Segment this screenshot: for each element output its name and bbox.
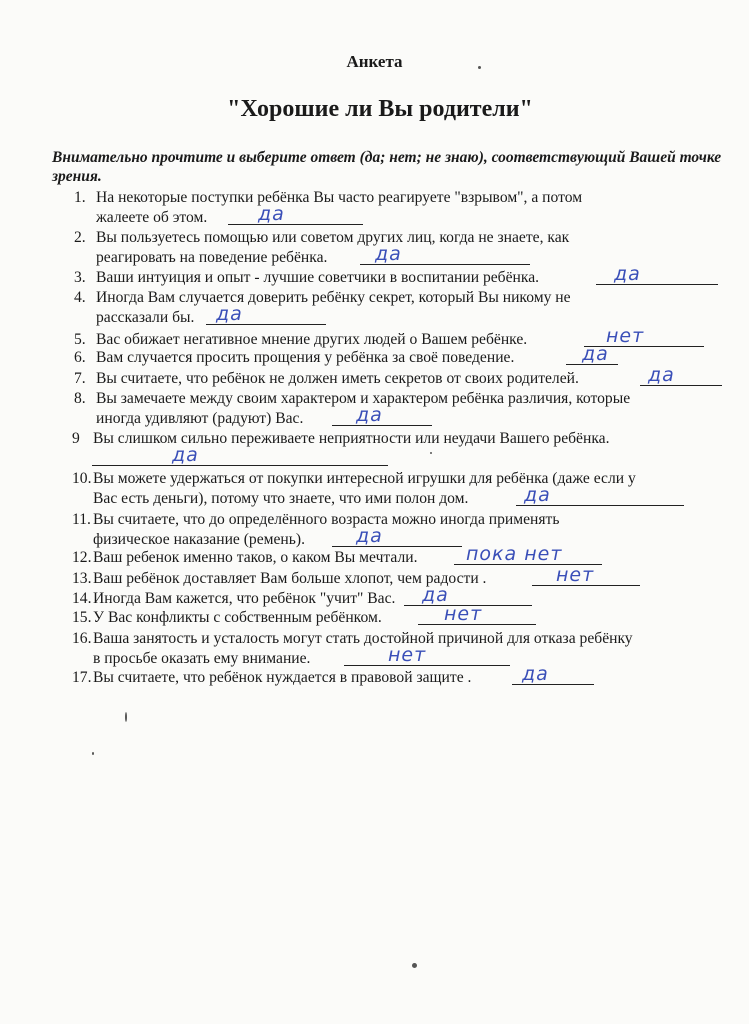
question-text: Вы можете удержаться от покупки интересной игрушки для ребёнка (даже если у	[93, 470, 636, 487]
question-text: Ваш ребёнок доставляет Вам больше хлопот, чем радости .	[93, 570, 487, 587]
question-number: 4.	[74, 289, 86, 306]
answer-blank[interactable]	[332, 531, 462, 547]
question-number: 8.	[74, 390, 86, 407]
handwritten-answer: да	[524, 483, 551, 506]
scan-speck	[125, 712, 127, 722]
handwritten-answer: да	[258, 202, 285, 225]
question-text: реагировать на поведение ребёнка.	[96, 248, 328, 266]
question-number: 3.	[74, 269, 86, 286]
handwritten-answer: нет	[444, 603, 483, 625]
question-number: 17.	[72, 669, 92, 686]
handwritten-answer: да	[356, 403, 383, 426]
answer-blank[interactable]	[228, 209, 363, 225]
handwritten-answer: да	[522, 663, 549, 685]
form-heading: Анкета	[346, 52, 403, 71]
question-number: 7.	[74, 370, 86, 387]
question-number: 16.	[72, 630, 92, 647]
answer-blank[interactable]	[344, 650, 510, 666]
question-number: 11.	[72, 511, 91, 528]
question-text: Ваш ребенок именно таков, о каком Вы мечтали.	[93, 549, 418, 566]
handwritten-answer: да	[172, 443, 199, 466]
question-text: иногда удивляют (радуют) Вас.	[96, 409, 304, 427]
question-number: 12.	[72, 549, 92, 566]
question-number: 13.	[72, 570, 92, 587]
question-number: 15.	[72, 609, 92, 626]
question-text: На некоторые поступки ребёнка Вы часто реагируете "взрывом", а потом	[96, 189, 583, 206]
handwritten-answer: да	[614, 263, 641, 285]
question-number: 6.	[74, 349, 86, 366]
scan-speck	[412, 963, 417, 968]
question-number: 5.	[74, 331, 86, 348]
handwritten-answer: нет	[556, 564, 595, 586]
scan-speck	[478, 66, 481, 69]
question-text: в просьбе оказать ему внимание.	[93, 649, 311, 667]
question-number: 9	[72, 430, 80, 447]
handwritten-answer: да	[375, 242, 402, 265]
question-text: Ваши интуиция и опыт - лучшие советчики в воспитании ребёнка.	[96, 269, 540, 286]
question-text: Иногда Вам случается доверить ребёнку секрет, который Вы никому не	[96, 289, 571, 306]
question-number: 1.	[74, 189, 86, 206]
question-text: Вы замечаете между своим характером и характером ребёнка различия, которые	[96, 390, 631, 407]
question-text: Вы пользуетесь помощью или советом других лиц, когда не знаете, как	[96, 229, 570, 246]
question-text: Вас есть деньги), потому что знаете, что ими полон дом.	[93, 489, 469, 507]
scan-speck	[92, 752, 94, 755]
question-text: Вас обижает негативное мнение других людей о Вашем ребёнке.	[96, 331, 528, 348]
answer-blank[interactable]	[92, 450, 388, 466]
handwritten-answer: нет	[388, 643, 427, 666]
question-number: 14.	[72, 590, 92, 607]
question-text: У Вас конфликты с собственным ребёнком.	[93, 609, 382, 626]
handwritten-answer: да	[422, 584, 449, 606]
question-text: Иногда Вам кажется, что ребёнок "учит" Вас.	[93, 590, 396, 607]
instructions: Внимательно прочтите и выберите ответ (да; нет; не знаю), соответствующий Вашей точке зрения.	[52, 149, 722, 185]
question-text: рассказали бы.	[96, 308, 195, 326]
form-title: "Хорошие ли Вы родители"	[227, 96, 533, 122]
question-text: Вы считаете, что ребёнок нуждается в правовой защите .	[93, 669, 472, 686]
handwritten-answer: нет	[606, 325, 645, 347]
question-text: физическое наказание (ремень).	[93, 530, 305, 548]
question-text: Вы слишком сильно переживаете неприятности или неудачи Вашего ребёнка.	[93, 430, 610, 447]
handwritten-answer: пока нет	[466, 543, 563, 565]
handwritten-answer: да	[216, 302, 243, 325]
question-text: Ваша занятость и усталость могут стать достойной причиной для отказа ребёнку	[93, 630, 633, 647]
handwritten-answer: да	[648, 364, 675, 386]
question-text: Вы считаете, что до определённого возраста можно иногда применять	[93, 511, 560, 528]
handwritten-answer: да	[582, 343, 609, 365]
question-text: Вам случается просить прощения у ребёнка за своё поведение.	[96, 349, 515, 366]
question-number: 2.	[74, 229, 86, 246]
scan-speck	[430, 452, 432, 454]
question-text: жалеете об этом.	[96, 208, 208, 226]
question-number: 10.	[72, 470, 92, 487]
handwritten-answer: да	[356, 524, 383, 547]
question-text: Вы считаете, что ребёнок не должен иметь секретов от своих родителей.	[96, 370, 579, 387]
